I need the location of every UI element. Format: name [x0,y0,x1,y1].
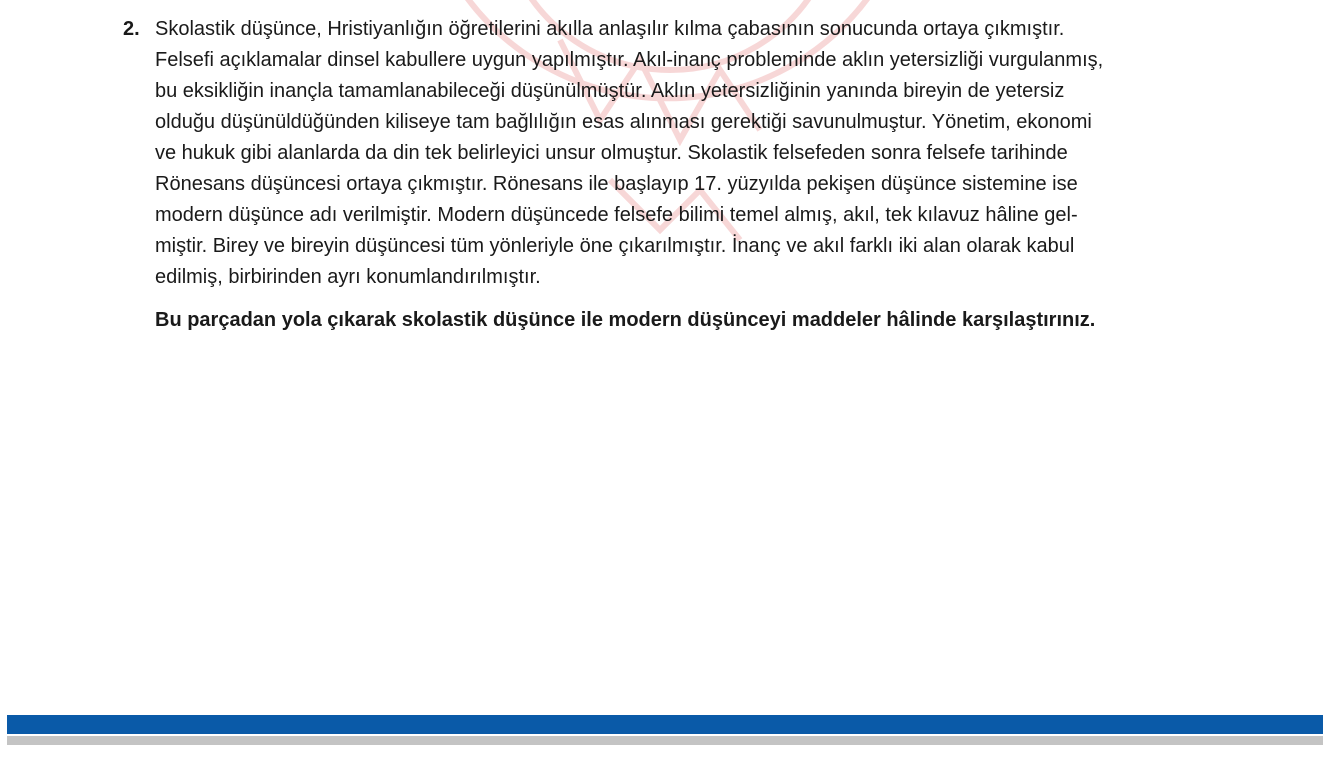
question-instruction: Bu parçadan yola çıkarak skolastik düşünce ile modern düşünceyi maddeler hâlinde karşılaştırınız. [155,309,1096,331]
question-body [155,14,1223,336]
question-paragraph [155,14,1223,293]
paragraph-line: Rönesans düşüncesi ortaya çıkmıştır. Rönesans ile başlayıp 17. yüzyılda pekişen düşünce sistemine ise [155,173,1078,195]
paragraph-line: edilmiş, birbirinden ayrı konumlandırılmıştır. [155,266,541,288]
question-2 [123,14,1223,336]
paragraph-line: Felsefi açıklamalar dinsel kabullere uygun yapılmıştır. Akıl-inanç probleminde aklın yetersizliği vurgulanmış, [155,49,1104,71]
paragraph-line: bu eksikliğin inançla tamamlanabileceği düşünülmüştür. Aklın yetersizliğinin yanında bireyin de yetersiz [155,80,1065,102]
paragraph-line: olduğu düşünüldüğünden kiliseye tam bağlılığın esas alınması gerektiği savunulmuştur. Yönetim, ekonomi [155,111,1092,133]
paragraph-line: ve hukuk gibi alanlarda da din tek belirleyici unsur olmuştur. Skolastik felsefeden sonra felsefe tarihinde [155,142,1068,164]
paragraph-line: miştir. Birey ve bireyin düşüncesi tüm yönleriyle öne çıkarılmıştır. İnanç ve akıl farklı iki alan olarak kabul [155,235,1075,257]
paragraph-line: modern düşünce adı verilmiştir. Modern düşüncede felsefe bilimi temel almış, akıl, tek kılavuz hâline gel- [155,204,1078,226]
footer-blue-bar [7,715,1323,734]
paragraph-line: Skolastik düşünce, Hristiyanlığın öğretilerini akılla anlaşılır kılma çabasının sonucunda ortaya çıkmıştır. [155,18,1065,40]
question-number: 2. [123,18,140,40]
footer-gray-bar [7,736,1323,745]
